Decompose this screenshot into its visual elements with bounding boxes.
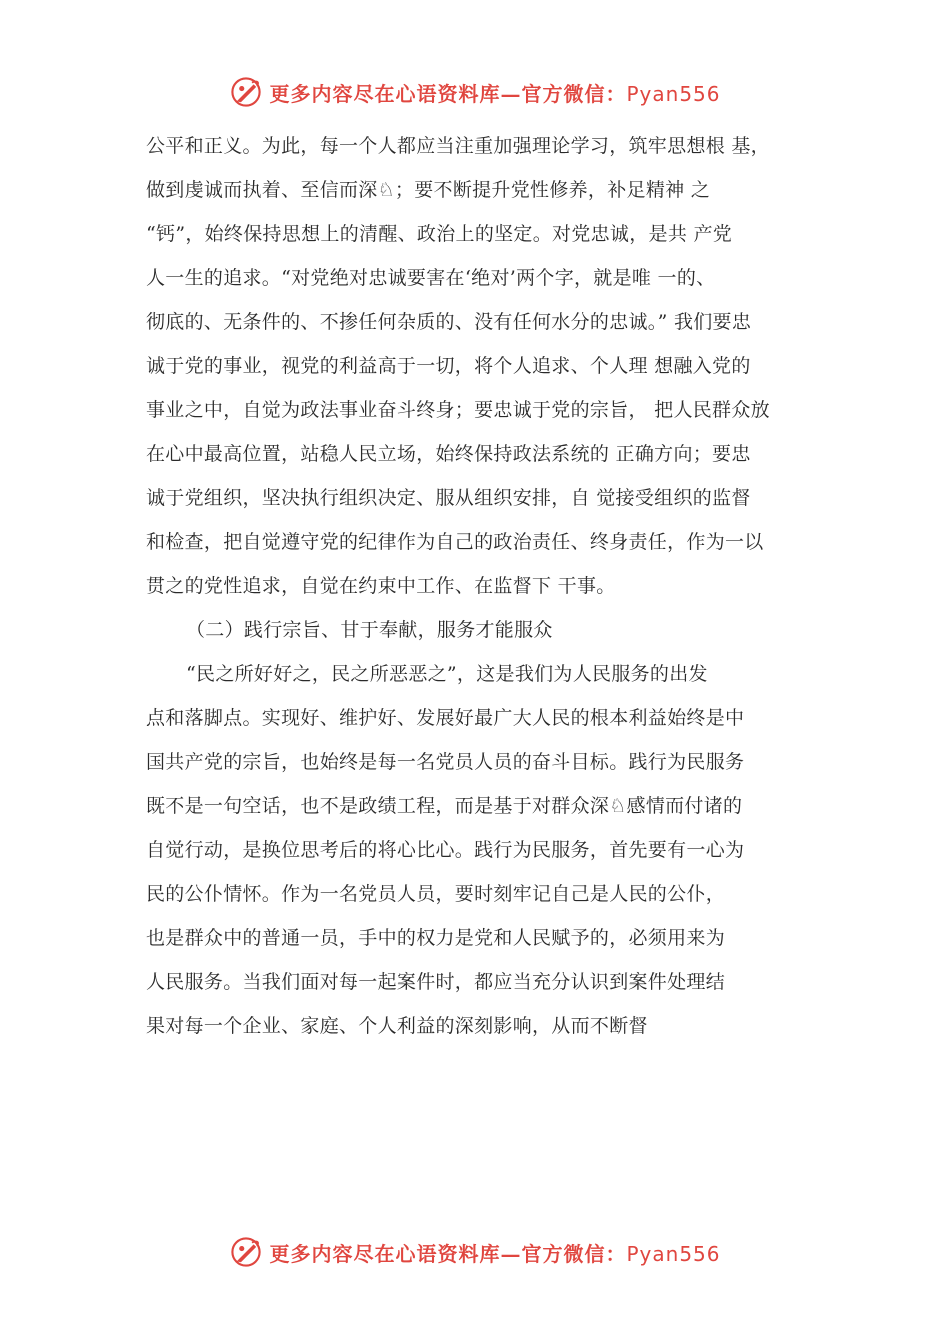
quill-logo-icon (229, 1235, 263, 1269)
text-line: “民之所好好之，民之所恶恶之”，这是我们为人民服务的出发 (186, 663, 708, 685)
text-line: 诚于党组织，坚决执行组织决定、服从组织安排，自 觉接受组织的监督 (146, 487, 751, 509)
footer-banner (0, 1230, 950, 1274)
text-line: 事业之中，自觉为政法事业奋斗终身；要忠诚于党的宗旨， 把人民群众放 (146, 399, 770, 421)
header-banner-text: 更多内容尽在心语资料库—官方微信：Pyan556 (269, 81, 721, 106)
text-line: 公平和正义。为此，每一个人都应当注重加强理论学习，筑牢思想根 基， (146, 135, 770, 157)
text-line: 果对每一个企业、家庭、个人利益的深刻影响，从而不断督 (146, 1015, 648, 1037)
text-line: 点和落脚点。实现好、维护好、发展好最广大人民的根本利益始终是中 (146, 707, 745, 729)
quill-logo-icon (229, 75, 263, 109)
text-line: 自觉行动，是换位思考后的将心比心。践行为民服务，首先要有一心为 (146, 839, 745, 861)
text-line: 也是群众中的普通一员，手中的权力是党和人民赋予的，必须用来为 (146, 927, 726, 949)
text-line: “钙”，始终保持思想上的清醒、政治上的坚定。对党忠诚，是共 产党 (146, 223, 733, 245)
text-line: 诚于党的事业，视党的利益高于一切，将个人追求、个人理 想融入党的 (146, 355, 751, 377)
header-wechat-id: Pyan556 (626, 81, 721, 106)
document-body (146, 124, 836, 1048)
footer-banner-text: 更多内容尽在心语资料库—官方微信：Pyan556 (269, 1241, 721, 1266)
text-line: 彻底的、无条件的、不掺任何杂质的、没有任何水分的忠诚。” 我们要忠 (146, 311, 752, 333)
section-heading: （二）践行宗旨、甘于奉献，服务才能服众 (186, 619, 553, 641)
text-line: 在心中最高位置，站稳人民立场，始终保持政法系统的 正确方向；要忠 (146, 443, 751, 465)
text-line: 和检查，把自觉遵守党的纪律作为自己的政治责任、终身责任，作为一以 (146, 531, 764, 553)
text-line: 做到虔诚而执着、至信而深♘；要不断提升党性修养，补足精神 之 (146, 179, 711, 201)
text-line: 既不是一句空话，也不是政绩工程，而是基于对群众深♘感情而付诸的 (146, 795, 743, 817)
footer-wechat-id: Pyan556 (626, 1241, 721, 1266)
text-line: 国共产党的宗旨，也始终是每一名党员人员的奋斗目标。践行为民服务 (146, 751, 745, 773)
text-line: 贯之的党性追求，自觉在约束中工作、在监督下 干事。 (146, 575, 616, 597)
text-line: 人一生的追求。“对党绝对忠诚要害在‘绝对’两个字，就是唯 一的、 (146, 267, 716, 289)
text-line: 人民服务。当我们面对每一起案件时，都应当充分认识到案件处理结 (146, 971, 726, 993)
header-banner (0, 70, 950, 114)
text-line: 民的公仆情怀。作为一名党员人员，要时刻牢记自己是人民的公仆， (146, 883, 726, 905)
